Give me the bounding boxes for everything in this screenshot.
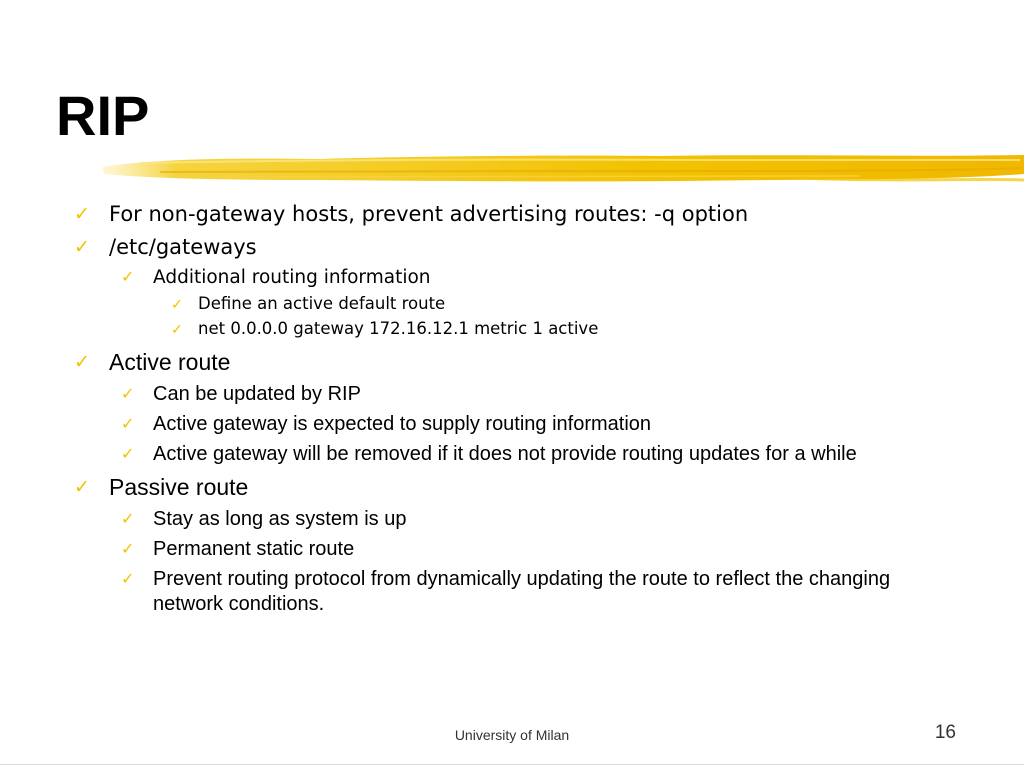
bullet-item — [74, 537, 954, 562]
check-icon: ✓ — [121, 446, 135, 463]
check-icon: ✓ — [121, 269, 135, 286]
footer-label: University of Milan — [454, 727, 570, 743]
check-icon: ✓ — [121, 386, 135, 403]
bullet-item — [74, 567, 954, 617]
footer-text — [0, 727, 1024, 743]
bullet-item — [74, 412, 954, 437]
check-icon: ✓ — [74, 237, 90, 258]
check-icon: ✓ — [74, 204, 90, 225]
bottom-divider — [0, 764, 1024, 765]
slide-title: RIP — [56, 84, 150, 147]
bullet-item — [74, 233, 954, 262]
bullet-text: net 0.0.0.0 gateway 172.16.12.1 metric 1 active — [198, 319, 599, 338]
bullet-item — [74, 293, 954, 315]
check-icon: ✓ — [121, 571, 135, 588]
check-icon: ✓ — [121, 541, 135, 558]
bullet-list — [74, 200, 954, 617]
check-icon: ✓ — [74, 352, 90, 373]
bullet-text: Passive route — [109, 474, 249, 500]
bullet-item — [74, 200, 954, 229]
bullet-item — [74, 442, 954, 467]
check-icon: ✓ — [121, 511, 135, 528]
bullet-item — [74, 348, 954, 377]
bullet-text: Prevent routing protocol from dynamically updating the route to reflect the changing network conditions. — [153, 568, 891, 615]
check-icon: ✓ — [171, 321, 183, 337]
bullet-item — [74, 318, 954, 340]
bullet-text: Active gateway is expected to supply routing information — [153, 413, 652, 435]
bullet-text: Active gateway will be removed if it does not provide routing updates for a while — [153, 443, 857, 465]
bullet-text: Define an active default route — [198, 294, 446, 313]
check-icon: ✓ — [74, 477, 90, 498]
bullet-text: For non-gateway hosts, prevent advertising routes: -q option — [109, 202, 749, 226]
bullet-text: /etc/gateways — [109, 235, 257, 259]
bullet-text: Can be updated by RIP — [153, 383, 361, 405]
bullet-item — [74, 473, 954, 502]
check-icon: ✓ — [121, 416, 135, 433]
bullet-item — [74, 265, 954, 290]
bullet-text: Additional routing information — [153, 267, 431, 288]
bullet-text: Permanent static route — [153, 538, 355, 560]
bullet-text: Stay as long as system is up — [153, 508, 407, 530]
page-number: 16 — [934, 722, 956, 743]
bullet-text: Active route — [109, 349, 231, 375]
bullet-item — [74, 507, 954, 532]
check-icon: ✓ — [171, 296, 183, 312]
yellow-brush-stroke — [100, 148, 1024, 188]
bullet-item — [74, 382, 954, 407]
